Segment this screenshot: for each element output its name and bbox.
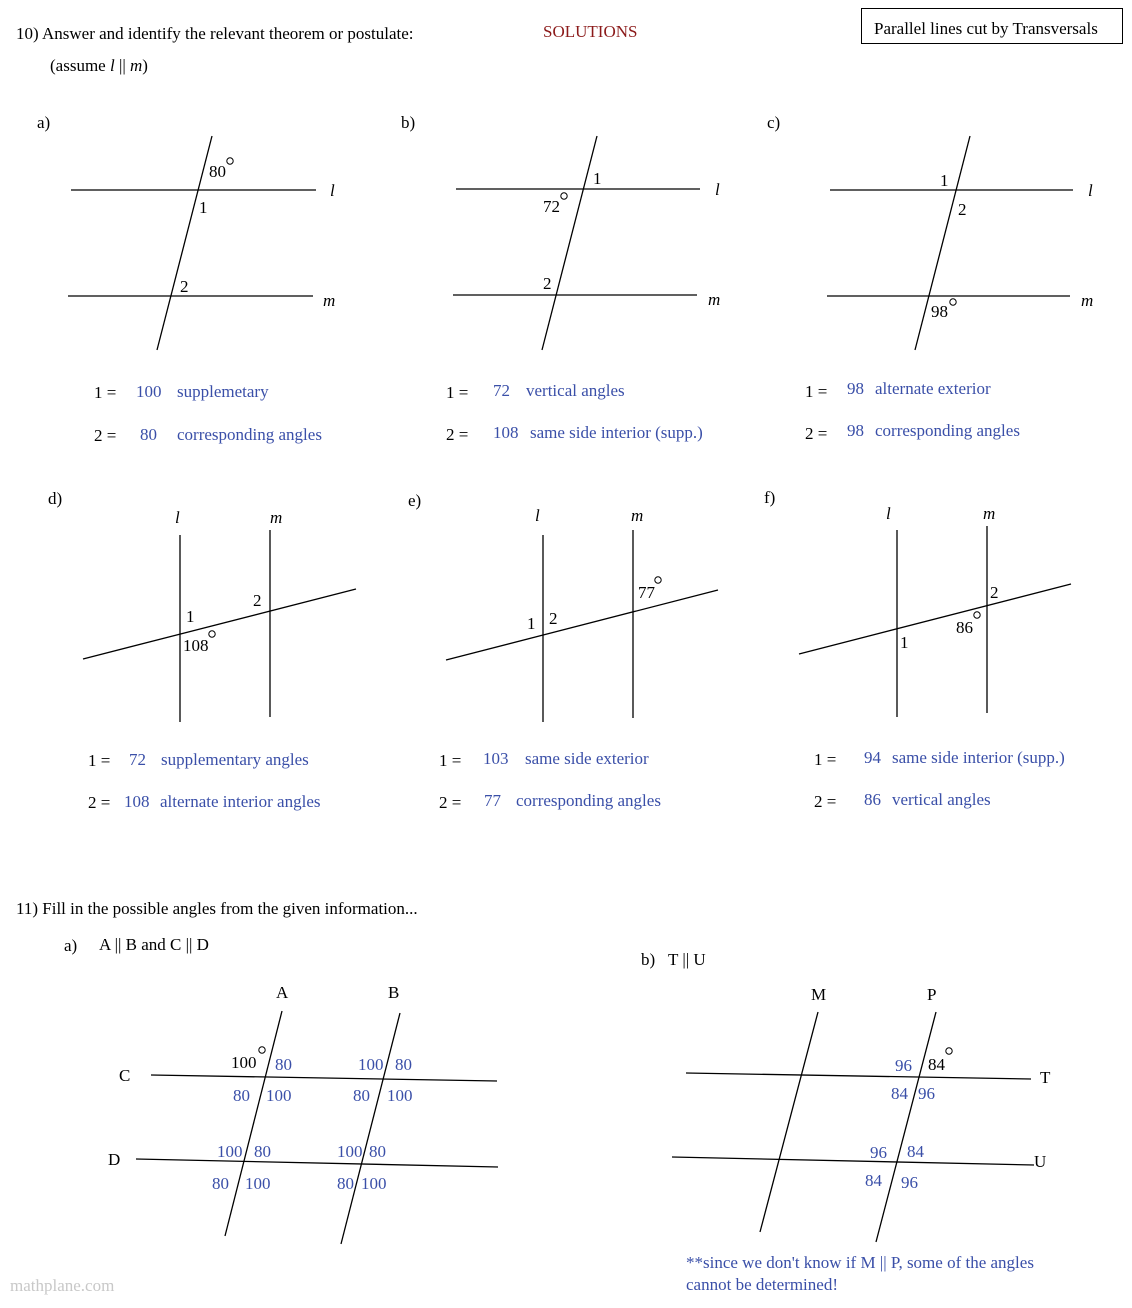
- solutions-label: SOLUTIONS: [543, 22, 638, 41]
- label-m-e: m: [631, 506, 644, 525]
- angle-11a-bc-tr: 80: [395, 1055, 412, 1074]
- part-a-letter: a): [37, 113, 51, 132]
- label-m-b: m: [708, 290, 721, 309]
- angle-1-e: 1: [527, 614, 536, 633]
- line-p-11b: [876, 1012, 936, 1242]
- degree-mark-e: [655, 577, 661, 583]
- answer-2-reason-b: same side interior (supp.): [530, 423, 703, 442]
- line-t-11b: [686, 1073, 1031, 1079]
- given-angle-11a: 100: [231, 1053, 257, 1072]
- answer-1-reason-c: alternate exterior: [875, 379, 991, 398]
- angle-2-d: 2: [253, 591, 262, 610]
- q11-part-b-condition: T || U: [668, 950, 706, 969]
- question-11-prompt: 11) Fill in the possible angles from the given information...: [16, 899, 418, 918]
- answer-2-reason-c: corresponding angles: [875, 421, 1020, 440]
- part-b-letter: b): [401, 113, 416, 132]
- answer-2-label-f: 2 =: [814, 792, 837, 811]
- angle-1-a: 1: [199, 198, 208, 217]
- answer-2-reason-d: alternate interior angles: [160, 792, 321, 811]
- angle-2-e: 2: [549, 609, 558, 628]
- label-l-c: l: [1088, 181, 1093, 200]
- degree-mark-d: [209, 631, 215, 637]
- degree-mark-11b: [946, 1048, 952, 1054]
- degree-mark-f: [974, 612, 980, 618]
- answer-2-reason-a: corresponding angles: [177, 425, 322, 444]
- given-angle-c: 98: [931, 302, 948, 321]
- degree-mark-a: [227, 158, 233, 164]
- line-u-11b: [672, 1157, 1034, 1165]
- answer-2-value-c: 98: [847, 421, 864, 440]
- angle-11a-ad-tr: 80: [254, 1142, 271, 1161]
- angle-1-b: 1: [593, 169, 602, 188]
- answer-2-label-b: 2 =: [446, 425, 469, 444]
- label-l-d: l: [175, 508, 180, 527]
- part-f-letter: f): [764, 488, 776, 507]
- answer-2-label-d: 2 =: [88, 793, 111, 812]
- angle-11b-pt-br: 96: [918, 1084, 935, 1103]
- angle-11b-pt-bl: 84: [891, 1084, 908, 1103]
- angle-1-d: 1: [186, 607, 195, 626]
- part-c-letter: c): [767, 113, 781, 132]
- angle-11b-pu-tl: 96: [870, 1143, 887, 1162]
- q11-part-a-condition: A || B and C || D: [99, 935, 209, 954]
- angle-2-b: 2: [543, 274, 552, 293]
- part-d-letter: d): [48, 489, 63, 508]
- angle-11a-ad-tl: 100: [217, 1142, 243, 1161]
- q11-part-b-letter: b): [641, 950, 656, 969]
- label-l-e: l: [535, 506, 540, 525]
- q11b-note-line-1: **since we don't know if M || P, some of the angles: [686, 1253, 1034, 1272]
- line-b-11a: [341, 1013, 400, 1244]
- angle-11a-bd-br: 100: [361, 1174, 387, 1193]
- angle-11a-bd-tl: 100: [337, 1142, 363, 1161]
- given-angle-a: 80: [209, 162, 226, 181]
- given-angle-11b: 84: [928, 1055, 945, 1074]
- answer-1-label-e: 1 =: [439, 751, 462, 770]
- given-angle-e: 77: [638, 583, 655, 602]
- label-line-c: C: [119, 1066, 131, 1085]
- angle-2-c: 2: [958, 200, 967, 219]
- answer-1-value-b: 72: [493, 381, 510, 400]
- label-l-b: l: [715, 180, 720, 199]
- given-angle-b: 72: [543, 197, 560, 216]
- angle-11a-bd-bl: 80: [337, 1174, 354, 1193]
- answer-2-label-c: 2 =: [805, 424, 828, 443]
- answer-1-reason-b: vertical angles: [526, 381, 625, 400]
- answer-1-reason-a: supplemetary: [177, 382, 269, 401]
- answer-1-label-a: 1 =: [94, 383, 117, 402]
- assumption: (assume l || m): [50, 56, 148, 75]
- angle-11a-ad-bl: 80: [212, 1174, 229, 1193]
- transversal-f: [799, 584, 1071, 654]
- watermark: mathplane.com: [10, 1276, 115, 1295]
- topic-title: Parallel lines cut by Transversals: [874, 19, 1098, 38]
- angle-2-a: 2: [180, 277, 189, 296]
- transversal-d: [83, 589, 356, 659]
- angle-1-f: 1: [900, 633, 909, 652]
- answer-1-value-d: 72: [129, 750, 146, 769]
- angle-11b-pu-tr: 84: [907, 1142, 924, 1161]
- part-e-letter: e): [408, 491, 422, 510]
- angle-11a-ad-br: 100: [245, 1174, 271, 1193]
- answer-1-value-a: 100: [136, 382, 162, 401]
- question-10-prompt: 10) Answer and identify the relevant theorem or postulate:: [16, 24, 414, 43]
- angle-11a-bd-tr: 80: [369, 1142, 386, 1161]
- line-d-11a: [136, 1159, 498, 1167]
- degree-mark-11a: [259, 1047, 265, 1053]
- angle-11a-bc-tl: 100: [358, 1055, 384, 1074]
- answer-1-value-c: 98: [847, 379, 864, 398]
- label-m-c: m: [1081, 291, 1094, 310]
- answer-2-reason-f: vertical angles: [892, 790, 991, 809]
- label-line-b: B: [388, 983, 400, 1002]
- degree-mark-c: [950, 299, 956, 305]
- line-a-11a: [225, 1011, 282, 1236]
- angle-1-c: 1: [940, 171, 949, 190]
- answer-1-value-e: 103: [483, 749, 509, 768]
- angle-11a-ac-tr: 80: [275, 1055, 292, 1074]
- label-l-f: l: [886, 504, 891, 523]
- transversal-a: [157, 136, 212, 350]
- given-angle-f: 86: [956, 618, 973, 637]
- angle-11b-pt-tl: 96: [895, 1056, 912, 1075]
- answer-1-label-f: 1 =: [814, 750, 837, 769]
- given-angle-d: 108: [183, 636, 209, 655]
- answer-1-label-c: 1 =: [805, 382, 828, 401]
- answer-1-reason-f: same side interior (supp.): [892, 748, 1065, 767]
- answer-2-value-d: 108: [124, 792, 150, 811]
- answer-2-value-b: 108: [493, 423, 519, 442]
- degree-mark-b: [561, 193, 567, 199]
- answer-1-label-d: 1 =: [88, 751, 111, 770]
- label-m-a: m: [323, 291, 336, 310]
- answer-2-reason-e: corresponding angles: [516, 791, 661, 810]
- answer-1-reason-e: same side exterior: [525, 749, 649, 768]
- label-line-t-11b: T: [1040, 1068, 1051, 1087]
- line-m-11b: [760, 1012, 818, 1232]
- answer-1-reason-d: supplementary angles: [161, 750, 309, 769]
- answer-2-label-e: 2 =: [439, 793, 462, 812]
- q11-part-a-letter: a): [64, 936, 78, 955]
- angle-11a-ac-br: 100: [266, 1086, 292, 1105]
- label-line-u-11b: U: [1034, 1152, 1047, 1171]
- label-line-a: A: [276, 983, 289, 1002]
- answer-2-label-a: 2 =: [94, 426, 117, 445]
- angle-11b-pu-bl: 84: [865, 1171, 882, 1190]
- label-line-m-11b: M: [811, 985, 827, 1004]
- label-line-d: D: [108, 1150, 121, 1169]
- angle-11a-ac-bl: 80: [233, 1086, 250, 1105]
- line-c-11a: [151, 1075, 497, 1081]
- label-m-f: m: [983, 504, 996, 523]
- angle-11a-bc-bl: 80: [353, 1086, 370, 1105]
- label-l-a: l: [330, 181, 335, 200]
- transversal-e: [446, 590, 718, 660]
- angle-2-f: 2: [990, 583, 999, 602]
- label-m-d: m: [270, 508, 283, 527]
- transversal-b: [542, 136, 597, 350]
- label-line-p-11b: P: [927, 985, 937, 1004]
- answer-2-value-f: 86: [864, 790, 881, 809]
- answer-1-value-f: 94: [864, 748, 881, 767]
- answer-2-value-e: 77: [484, 791, 501, 810]
- q11b-note-line-2: cannot be determined!: [686, 1275, 838, 1294]
- angle-11b-pu-br: 96: [901, 1173, 918, 1192]
- answer-1-label-b: 1 =: [446, 383, 469, 402]
- answer-2-value-a: 80: [140, 425, 157, 444]
- angle-11a-bc-br: 100: [387, 1086, 413, 1105]
